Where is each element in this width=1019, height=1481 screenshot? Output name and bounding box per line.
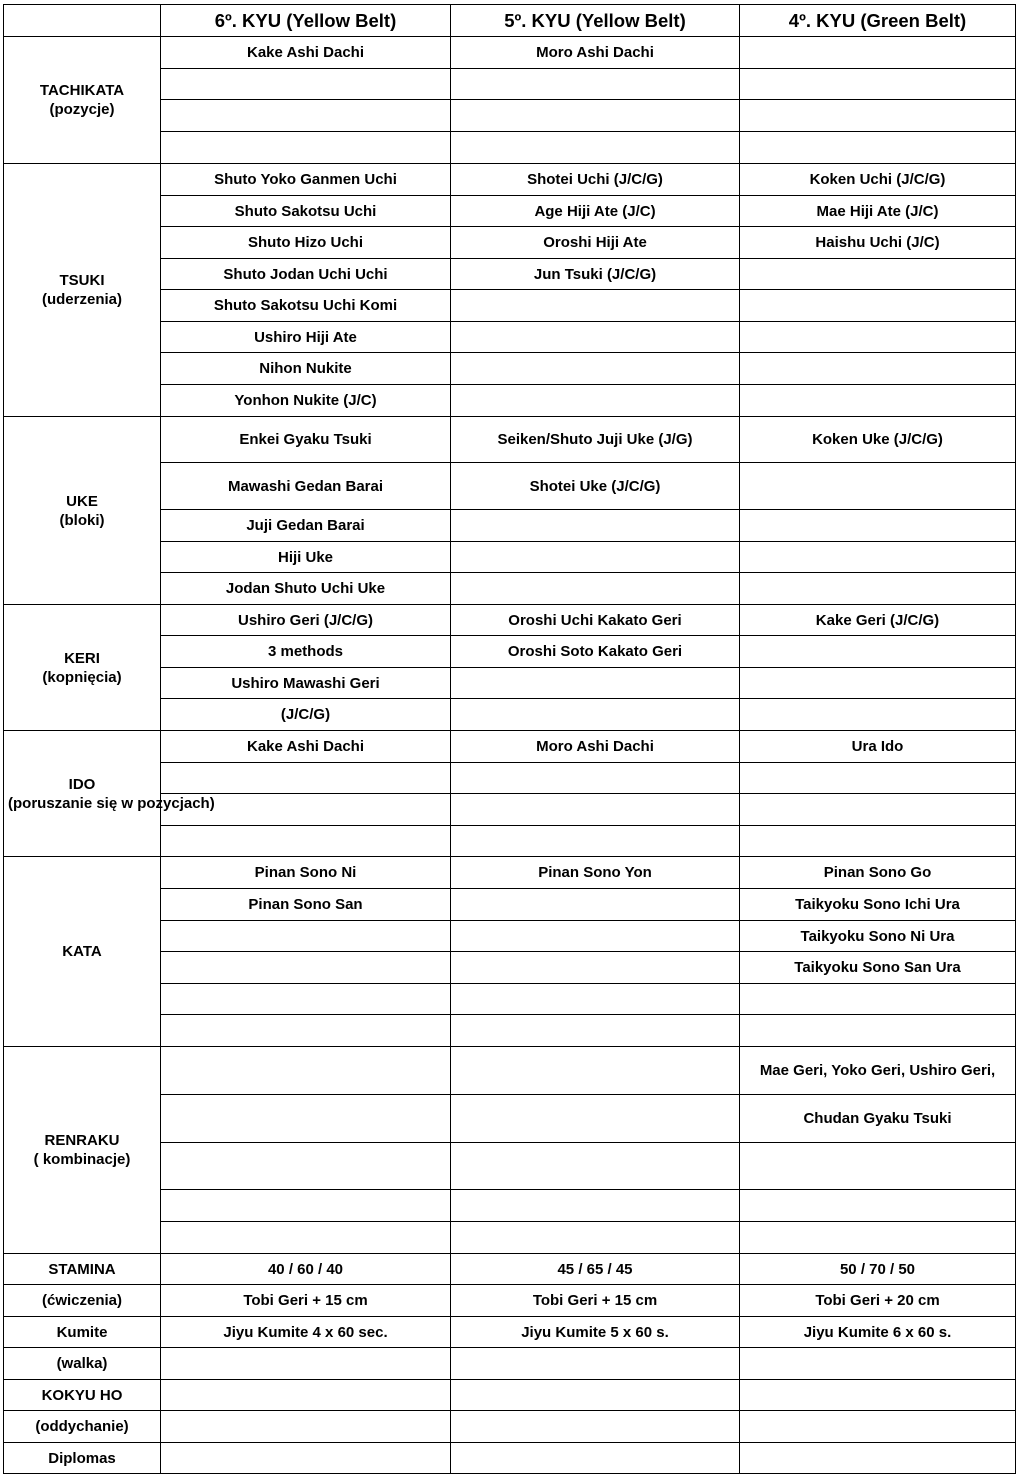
technique-cell [161, 1222, 451, 1254]
technique-cell [740, 1190, 1016, 1222]
section-sublabel: (kopnięcia) [42, 668, 122, 686]
header-5-kyu: 5º. KYU (Yellow Belt) [451, 5, 740, 37]
technique-cell [161, 132, 451, 164]
technique-cell [740, 1222, 1016, 1254]
footer-value-cell: Jiyu Kumite 5 x 60 s. [451, 1317, 740, 1348]
technique-cell: Taikyoku Sono San Ura [740, 952, 1016, 984]
technique-cell [740, 636, 1016, 668]
header-6-kyu: 6º. KYU (Yellow Belt) [161, 5, 451, 37]
footer-value-cell: 40 / 60 / 40 [161, 1254, 451, 1285]
technique-cell [451, 1190, 740, 1222]
footer-value-cell [451, 1443, 740, 1474]
technique-cell: Taikyoku Sono Ni Ura [740, 921, 1016, 952]
technique-cell: Shotei Uchi (J/C/G) [451, 164, 740, 196]
technique-cell [740, 385, 1016, 417]
technique-cell [161, 826, 451, 857]
technique-cell [451, 290, 740, 322]
technique-cell [161, 921, 451, 952]
technique-cell: Pinan Sono Yon [451, 857, 740, 889]
technique-cell: Oroshi Hiji Ate [451, 227, 740, 259]
section-label: RENRAKU [44, 1132, 120, 1149]
technique-cell: Shuto Sakotsu Uchi Komi [161, 290, 451, 322]
table-row [4, 417, 1016, 463]
technique-cell: Pinan Sono Ni [161, 857, 451, 889]
footer-value-cell [161, 1411, 451, 1443]
header-row [4, 5, 1016, 37]
technique-cell [740, 542, 1016, 573]
table-body [4, 37, 1016, 1474]
technique-cell: 3 methods [161, 636, 451, 668]
technique-cell: (J/C/G) [161, 699, 451, 731]
technique-cell [161, 1095, 451, 1143]
section-label: UKE [66, 492, 98, 510]
technique-cell [451, 763, 740, 794]
footer-value-cell [451, 1411, 740, 1443]
technique-cell [161, 100, 451, 132]
technique-cell [740, 1015, 1016, 1047]
footer-value-cell [161, 1443, 451, 1474]
technique-cell: Jodan Shuto Uchi Uke [161, 573, 451, 605]
footer-value-cell [451, 1348, 740, 1380]
technique-cell [740, 259, 1016, 290]
technique-cell: Moro Ashi Dachi [451, 37, 740, 69]
section-uke [4, 417, 161, 605]
technique-cell: Mae Hiji Ate (J/C) [740, 196, 1016, 227]
kyu-requirements-table [3, 4, 1016, 1474]
technique-cell: Chudan Gyaku Tsuki [740, 1095, 1016, 1143]
technique-cell [740, 322, 1016, 353]
technique-cell [161, 984, 451, 1015]
header-4-kyu: 4º. KYU (Green Belt) [740, 5, 1016, 37]
technique-cell [740, 984, 1016, 1015]
technique-cell: Seiken/Shuto Juji Uke (J/G) [451, 417, 740, 463]
technique-cell [161, 1015, 451, 1047]
footer-value-cell: 50 / 70 / 50 [740, 1254, 1016, 1285]
table-row [4, 1380, 1016, 1411]
technique-cell: Shotei Uke (J/C/G) [451, 463, 740, 510]
footer-value-cell [451, 1380, 740, 1411]
footer-label: (ćwiczenia) [4, 1285, 161, 1317]
technique-cell [161, 1190, 451, 1222]
technique-cell: Age Hiji Ate (J/C) [451, 196, 740, 227]
technique-cell: Jun Tsuki (J/C/G) [451, 259, 740, 290]
technique-cell [740, 573, 1016, 605]
technique-cell: Kake Geri (J/C/G) [740, 605, 1016, 636]
technique-cell: Shuto Hizo Uchi [161, 227, 451, 259]
technique-cell: Shuto Yoko Ganmen Uchi [161, 164, 451, 196]
technique-cell [740, 353, 1016, 385]
section-renraku [4, 1047, 161, 1254]
technique-cell [451, 794, 740, 826]
section-label: KATA [62, 943, 102, 960]
section-label: IDO [68, 775, 96, 793]
technique-cell: Kake Ashi Dachi [161, 731, 451, 763]
technique-cell [740, 668, 1016, 699]
technique-cell [161, 69, 451, 100]
section-sublabel: ( kombinacje) [33, 1151, 131, 1168]
table-row [4, 1317, 1016, 1348]
technique-cell [740, 37, 1016, 69]
technique-cell [451, 921, 740, 952]
table-row [4, 1443, 1016, 1474]
footer-value-cell [740, 1348, 1016, 1380]
technique-cell [161, 952, 451, 984]
technique-cell [451, 353, 740, 385]
technique-cell [740, 510, 1016, 542]
technique-cell: Koken Uchi (J/C/G) [740, 164, 1016, 196]
technique-cell: Ushiro Mawashi Geri [161, 668, 451, 699]
table-row [4, 1285, 1016, 1317]
technique-cell [451, 100, 740, 132]
section-tsuki [4, 164, 161, 417]
technique-cell: Oroshi Uchi Kakato Geri [451, 605, 740, 636]
technique-cell [740, 826, 1016, 857]
technique-cell: Pinan Sono Go [740, 857, 1016, 889]
technique-cell [740, 132, 1016, 164]
footer-value-cell [740, 1443, 1016, 1474]
technique-cell [451, 385, 740, 417]
technique-cell: Koken Uke (J/C/G) [740, 417, 1016, 463]
table-row [4, 731, 1016, 763]
technique-cell: Juji Gedan Barai [161, 510, 451, 542]
footer-value-cell: Tobi Geri + 15 cm [451, 1285, 740, 1317]
technique-cell [451, 699, 740, 731]
table-row [4, 1411, 1016, 1443]
technique-cell: Ushiro Geri (J/C/G) [161, 605, 451, 636]
technique-cell [451, 132, 740, 164]
footer-value-cell: 45 / 65 / 45 [451, 1254, 740, 1285]
technique-cell: Kake Ashi Dachi [161, 37, 451, 69]
technique-cell: Pinan Sono San [161, 889, 451, 921]
technique-cell [451, 542, 740, 573]
section-label: TSUKI [59, 272, 105, 289]
header-corner-cell [4, 5, 161, 37]
footer-value-cell: Tobi Geri + 20 cm [740, 1285, 1016, 1317]
technique-cell: Enkei Gyaku Tsuki [161, 417, 451, 463]
technique-cell: Taikyoku Sono Ichi Ura [740, 889, 1016, 921]
footer-value-cell [161, 1380, 451, 1411]
technique-cell: Mawashi Gedan Barai [161, 463, 451, 510]
technique-cell [451, 322, 740, 353]
technique-cell [451, 510, 740, 542]
table-row [4, 1047, 1016, 1095]
technique-cell: Ura Ido [740, 731, 1016, 763]
technique-cell: Haishu Uchi (J/C) [740, 227, 1016, 259]
technique-cell [451, 1047, 740, 1095]
footer-value-cell [740, 1380, 1016, 1411]
technique-cell [451, 1015, 740, 1047]
technique-cell [161, 1047, 451, 1095]
section-label: TACHIKATA [39, 82, 125, 99]
footer-label: STAMINA [4, 1254, 161, 1285]
technique-cell: Hiji Uke [161, 542, 451, 573]
table-row [4, 605, 1016, 636]
footer-label: (walka) [4, 1348, 161, 1380]
technique-cell [451, 984, 740, 1015]
table-row [4, 857, 1016, 889]
technique-cell [740, 699, 1016, 731]
technique-cell [161, 1143, 451, 1190]
footer-label: (oddychanie) [4, 1411, 161, 1443]
table-row [4, 1254, 1016, 1285]
section-ido [4, 731, 215, 857]
technique-cell: Yonhon Nukite (J/C) [161, 385, 451, 417]
technique-cell [451, 889, 740, 921]
technique-cell [740, 100, 1016, 132]
section-label: KERI [64, 649, 100, 667]
technique-cell [740, 290, 1016, 322]
table-row [4, 1348, 1016, 1380]
section-kata [4, 857, 161, 1047]
section-keri [4, 605, 161, 731]
table-row [4, 164, 1016, 196]
section-tachikata [4, 37, 161, 164]
technique-cell: Nihon Nukite [161, 353, 451, 385]
table-row [4, 37, 1016, 69]
footer-value-cell: Jiyu Kumite 4 x 60 sec. [161, 1317, 451, 1348]
technique-cell: Moro Ashi Dachi [451, 731, 740, 763]
technique-cell [451, 668, 740, 699]
section-sublabel: (bloki) [59, 511, 105, 529]
technique-cell [740, 794, 1016, 826]
technique-cell [451, 1095, 740, 1143]
technique-cell [451, 1222, 740, 1254]
technique-cell [451, 573, 740, 605]
technique-cell: Shuto Jodan Uchi Uchi [161, 259, 451, 290]
technique-cell [451, 1143, 740, 1190]
section-sublabel: (pozycje) [49, 101, 115, 118]
footer-label: KOKYU HO [4, 1380, 161, 1411]
footer-value-cell: Tobi Geri + 15 cm [161, 1285, 451, 1317]
footer-label: Diplomas [4, 1443, 161, 1474]
footer-value-cell [161, 1348, 451, 1380]
footer-label: Kumite [4, 1317, 161, 1348]
technique-cell [740, 69, 1016, 100]
technique-cell: Shuto Sakotsu Uchi [161, 196, 451, 227]
technique-cell [451, 69, 740, 100]
technique-cell [161, 763, 451, 794]
technique-cell [740, 1143, 1016, 1190]
technique-cell [740, 463, 1016, 510]
technique-cell: Mae Geri, Yoko Geri, Ushiro Geri, [740, 1047, 1016, 1095]
section-sublabel: (poruszanie się w pozycjach) [8, 794, 215, 812]
footer-value-cell: Jiyu Kumite 6 x 60 s. [740, 1317, 1016, 1348]
technique-cell [451, 952, 740, 984]
section-sublabel: (uderzenia) [41, 291, 122, 308]
technique-cell: Ushiro Hiji Ate [161, 322, 451, 353]
footer-value-cell [740, 1411, 1016, 1443]
technique-cell: Oroshi Soto Kakato Geri [451, 636, 740, 668]
technique-cell [740, 763, 1016, 794]
technique-cell [451, 826, 740, 857]
